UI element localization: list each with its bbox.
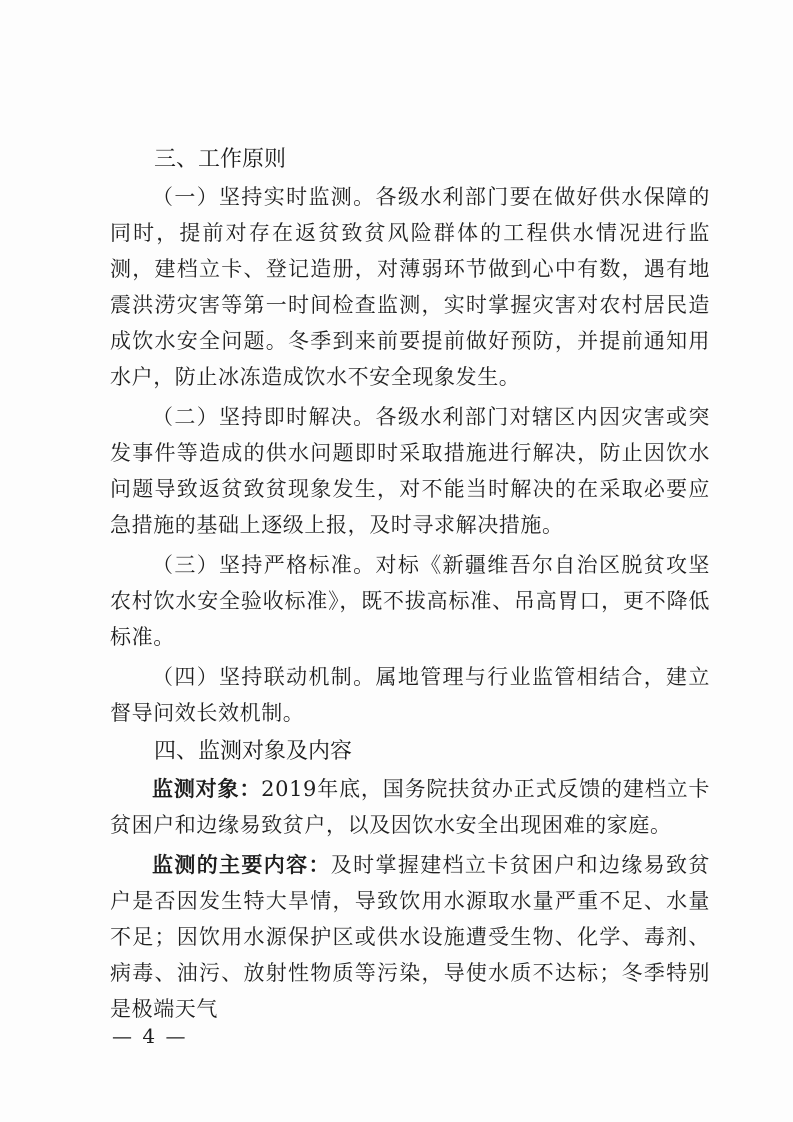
paragraph-monitoring-targets bbox=[110, 771, 710, 843]
paragraph-immediate-resolution bbox=[110, 399, 710, 543]
paragraph-text: （四）坚持联动机制。属地管理与行业监管相结合，建立督导问效长效机制。 bbox=[110, 665, 710, 725]
paragraph-text: （三）坚持严格标准。对标《新疆维吾尔自治区脱贫攻坚农村饮水安全验收标准》，既不拔高标准、吊高胃口，更不降低标准。 bbox=[110, 553, 710, 649]
paragraph-lead: 监测的主要内容： bbox=[152, 853, 331, 877]
page-number: — 4 — bbox=[112, 1024, 188, 1048]
paragraph-strict-standards bbox=[110, 547, 710, 655]
paragraph-lead: 监测对象： bbox=[152, 777, 262, 801]
paragraph-text: 2019年底，国务院扶贫办正式反馈的建档立卡贫困户和边缘易致贫户，以及因饮水安全出现困难的家庭。 bbox=[110, 777, 710, 837]
section-heading-work-principles: 三、工作原则 bbox=[154, 147, 287, 172]
paragraph-realtime-monitoring bbox=[110, 179, 710, 395]
document-body bbox=[110, 143, 710, 1031]
paragraph-monitoring-content bbox=[110, 847, 710, 1027]
paragraph-text: （一）坚持实时监测。各级水利部门要在做好供水保障的同时，提前对存在返贫致贫风险群体的工程供水情况进行监测，建档立卡、登记造册，对薄弱环节做到心中有数，遇有地震洪涝灾害等第一时间检查监测，实时掌握灾害对农村居民造成饮水安全问题。冬季到来前要提前做好预防，并提前通知用水户，防止冰冻造成饮水不安全现象发生。 bbox=[110, 185, 710, 389]
paragraph-text: 及时掌握建档立卡贫困户和边缘易致贫户是否因发生特大旱情，导致饮用水源取水量严重不足、水量不足；因饮用水源保护区或供水设施遭受生物、化学、毒剂、病毒、油污、放射性物质等污染，导使水质不达标；冬季特别是极端天气 bbox=[110, 853, 710, 1021]
paragraph-text: （二）坚持即时解决。各级水利部门对辖区内因灾害或突发事件等造成的供水问题即时采取措施进行解决，防止因饮水问题导致返贫致贫现象发生，对不能当时解决的在采取必要应急措施的基础上逐级上报，及时寻求解决措施。 bbox=[110, 405, 710, 537]
section-heading-monitoring-targets: 四、监测对象及内容 bbox=[154, 739, 353, 764]
paragraph-linkage-mechanism bbox=[110, 659, 710, 731]
